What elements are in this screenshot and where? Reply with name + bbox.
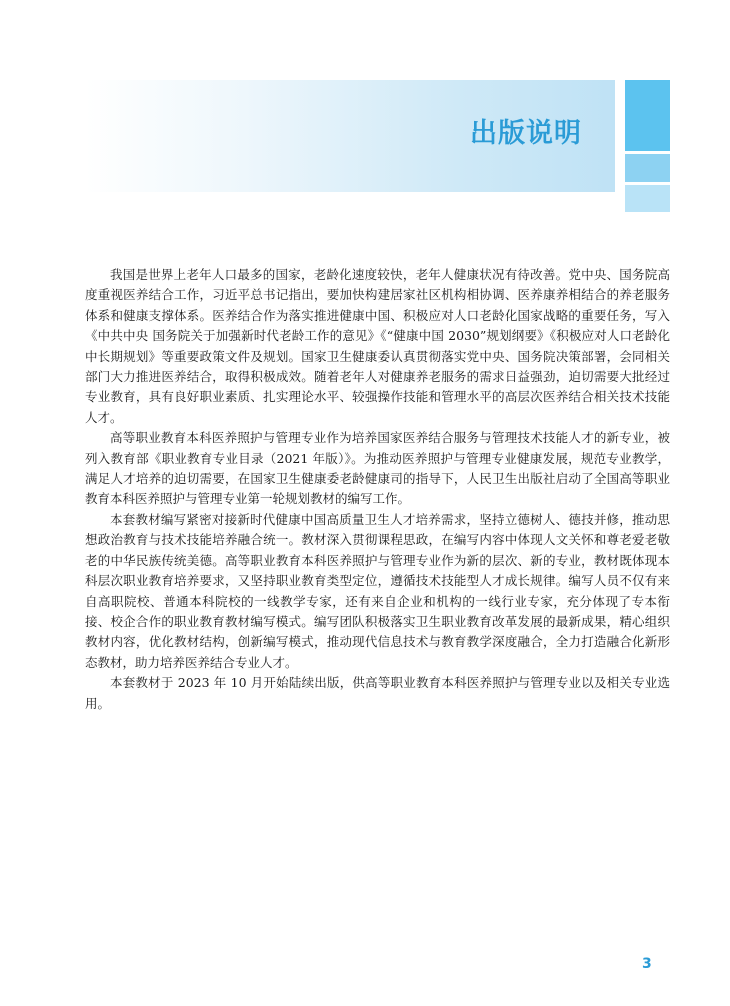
page-number: 3 — [642, 956, 652, 972]
paragraph-4: 本套教材于 2023 年 10 月开始陆续出版，供高等职业教育本科医养照护与管理专业以及相关专业选用。 — [85, 675, 670, 711]
body-text — [85, 265, 670, 714]
paragraph-2: 高等职业教育本科医养照护与管理专业作为培养国家医养结合服务与管理技术技能人才的新专业，被列入教育部《职业教育专业目录（2021 年版）》。为推动医养照护与管理专业健康发展，规范专业教学，满足人才培养的迫切需要，在国家卫生健康委老龄健康司的指导下，人民卫生出版社启动了全国高等职业教育本科医养照护与管理专业第一轮规划教材的编写工作。 — [85, 430, 670, 507]
page-title: 出版说明 — [470, 118, 582, 149]
paragraph-3: 本套教材编写紧密对接新时代健康中国高质量卫生人才培养需求，坚持立德树人、德技并修，推动思想政治教育与技术技能培养融合统一。教材深入贯彻课程思政，在编写内容中体现人文关怀和尊老爱老敬老的中华民族传统美德。高等职业教育本科医养照护与管理专业作为新的层次、新的专业，教材既体现本科层次职业教育培养要求，又坚持职业教育类型定位，遵循技术技能型人才成长规律。编写人员不仅有来自高职院校、普通本科院校的一线教学专家，还有来自企业和机构的一线行业专家，充分体现了专本衔接、校企合作的职业教育教材编写模式。编写团队积极落实卫生职业教育改革发展的最新成果，精心组织教材内容，优化教材结构，创新编写模式，推动现代信息技术与教育教学深度融合，全力打造融合化新形态教材，助力培养医养结合专业人才。 — [85, 511, 670, 670]
accent-bar-middle — [625, 154, 670, 182]
paragraph-1: 我国是世界上老年人口最多的国家，老龄化速度较快，老年人健康状况有待改善。党中央、国务院高度重视医养结合工作，习近平总书记指出，要加快构建居家社区机构相协调、医养康养相结合的养老服务体系和健康支撑体系。医养结合作为落实推进健康中国、积极应对人口老龄化国家战略的重要任务，写入《中共中央 国务院关于加强新时代老龄工作的意见》《“健康中国 2030”规划纲要》《积极应对人口老龄化中长期规划》等重要政策文件及规划。国家卫生健康委认真贯彻落实党中央、国务院决策部署，会同相关部门大力推进医养结合，取得积极成效。随着老年人对健康养老服务的需求日益强劲，迫切需要大批经过专业教育，具有良好职业素质、扎实理论水平、较强操作技能和管理水平的高层次医养结合相关技术技能人才。 — [85, 267, 670, 425]
accent-bar-bottom — [625, 185, 670, 212]
accent-bar-top — [625, 80, 670, 151]
